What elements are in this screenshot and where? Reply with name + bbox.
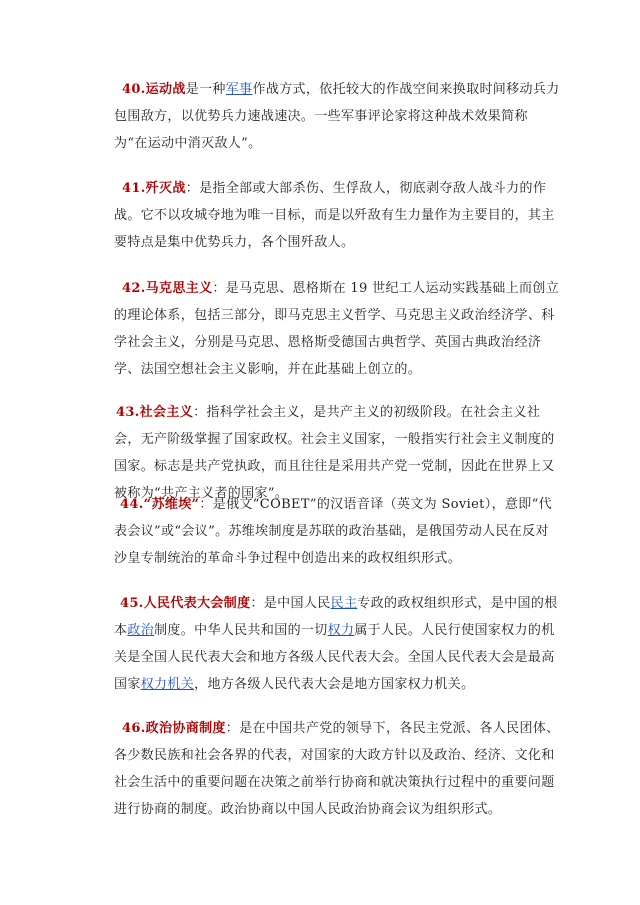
entry-text: ：是马克思、恩格斯在 19 世纪工人运动实践基础上而创立的理论体系，包括三部分，即马克思主义哲学、马克思主义政治经济学、科学社会主义，分别是马克思、恩格斯受德国古典哲学、英国古典政治经济学、法国空想社会主义影响，并在此基础上创立的。: [114, 281, 560, 377]
link-organ-of-power[interactable]: 权力机关: [140, 677, 195, 692]
entry-text: 是一种: [185, 82, 226, 97]
link-power[interactable]: 权力: [327, 623, 355, 638]
entry-number: 43.: [116, 405, 140, 420]
entry-number: 45.: [120, 596, 144, 611]
entry-text: 属于人民。人民行使国家权力的机关是全国人民代表大会和地方各级人民代表大会。全国人民代表大会是最高国家: [114, 623, 555, 692]
entry-term: “苏维埃”: [143, 497, 200, 512]
entry-42: [114, 275, 560, 383]
entry-text: ：是指全部或大部杀伤、生俘敌人，彻底剥夺敌人战斗力的作战。它不以攻城夺地为唯一目标，而是以歼敌有生力量作为主要目的，其主要特点是集中优势兵力，各个围歼敌人。: [114, 181, 555, 250]
entry-text: ：是俄文“COBET”的汉语音译（英文为 Soviet），意即“代表会议”或“会议”。苏维埃制度是苏联的政治基础，是俄国劳动人民在反对沙皇专制统治的革命斗争过程中创造出来的政权组织形式。: [114, 497, 552, 566]
entry-text: ，地方各级人民代表大会是地方国家权力机关。: [194, 677, 475, 692]
entry-text: 作战方式，依托较大的作战空间来换取时间移动兵力包围敌方，以优势兵力速战速决。一些军事评论家将这种战术效果简称为“在运动中消灭敌人”。: [114, 82, 560, 151]
entry-term: 马克思主义: [145, 281, 213, 296]
entry-number: 41.: [122, 181, 146, 196]
entry-45: [114, 590, 560, 698]
link-politics[interactable]: 政治: [127, 623, 155, 638]
link-military[interactable]: 军事: [225, 82, 253, 97]
entry-term: 人民代表大会制度: [143, 596, 251, 611]
link-democracy[interactable]: 民主: [330, 596, 358, 611]
entry-text: ：指科学社会主义，是共产主义的初级阶段。在社会主义社会，无产阶级掌握了国家政权。社会主义国家，一般指实行社会主义制度的国家。标志是共产党执政，而且往往是采用共产党一党制，因此在世界上又被称为“共产主义者的国家”。: [114, 405, 555, 501]
entry-46: [114, 715, 560, 823]
entry-term: 歼灭战: [145, 181, 186, 196]
entry-text: 专政的政权组织形式，是中国的根本: [114, 596, 558, 638]
entry-number: 42.: [122, 281, 146, 296]
entry-44: [114, 491, 560, 572]
entry-40: [114, 76, 560, 157]
entry-term: 运动战: [145, 82, 186, 97]
entry-text: 制度。中华人民共和国的一切: [154, 623, 328, 638]
entry-text: ：是中国人民: [250, 596, 331, 611]
entry-term: 政治协商制度: [145, 721, 226, 736]
entry-number: 44.: [120, 497, 144, 512]
entry-term: 社会主义: [139, 405, 194, 420]
entry-number: 46.: [122, 721, 146, 736]
entry-41: [114, 175, 560, 256]
entry-number: 40.: [122, 82, 146, 97]
entry-text: ：是在中国共产党的领导下，各民主党派、各人民团体、各少数民族和社会各界的代表，对国家的大政方针以及政治、经济、文化和社会生活中的重要问题在决策之前举行协商和就决策执行过程中的重要问题进行协商的制度。政治协商以中国人民政治协商会议为组织形式。: [114, 721, 560, 817]
